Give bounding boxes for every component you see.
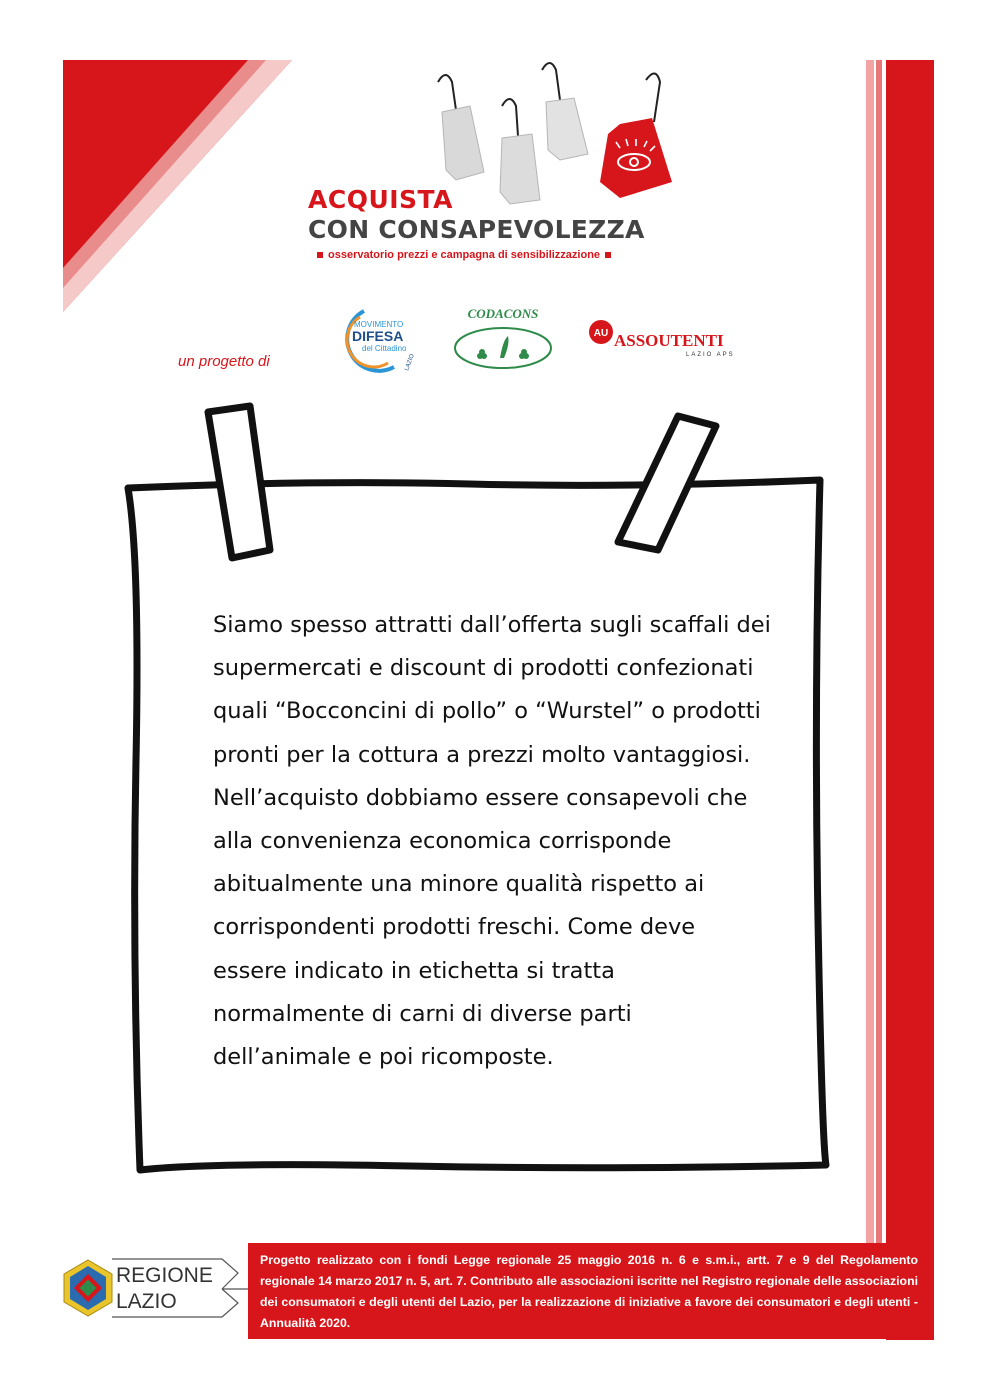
codacons-logo <box>448 306 558 374</box>
right-border-stripe-mid <box>876 60 882 1250</box>
campaign-subtitle <box>312 249 616 261</box>
regione-lazio-emblem-icon <box>60 1258 116 1318</box>
right-border-stripe <box>886 60 934 1340</box>
square-bullet-icon <box>605 252 611 258</box>
price-tags-icon <box>420 62 680 212</box>
regione-name-line2: LAZIO <box>116 1290 177 1313</box>
mdc-line2: DIFESA <box>352 328 404 344</box>
eye-icon <box>600 118 672 198</box>
campaign-title-line1: ACQUISTA <box>308 185 454 214</box>
mdc-region: LAZIO <box>404 353 416 372</box>
clover-icon <box>477 336 529 359</box>
mdc-line1: MOVIMENTO <box>354 320 404 329</box>
assoutenti-name: ASSOUTENTI <box>614 331 724 350</box>
assoutenti-logo <box>588 318 758 358</box>
codacons-name: CODACONS <box>467 306 539 321</box>
assoutenti-badge: AU <box>593 328 609 339</box>
mdc-line3: del Cittadino <box>362 344 407 353</box>
funding-notice-text: Progetto realizzato con i fondi Legge regionale 25 maggio 2016 n. 6 e s.m.i., artt. 7 e 9 del Regolamento regionale 14 marzo 2017 n. 5, art. 7. Contributo alle associazioni iscritte nel Registro regionale delle associazioni dei consumatori e degli utenti del Lazio, per la realizzazione di iniziative a favore dei consumatori e degli utenti - Annualità 2020. <box>260 1253 918 1330</box>
regione-name-line1: REGIONE <box>116 1264 213 1287</box>
campaign-subtitle-text: osservatorio prezzi e campagna di sensibilizzazione <box>328 249 601 261</box>
note-body-text: Siamo spesso attratti dall’offerta sugli scaffali dei supermercati e discount di prodotti confezionati quali “Bocconcini di pollo” o “Wurstel” o prodotti pronti per la cottura a prezzi molto vantaggiosi. Nell’acquisto dobbiamo essere consapevoli che alla convenienza economica corrisponde abitualmente una minore qualità rispetto ai corrispondenti prodotti freschi. Come deve essere indicato in etichetta si tratta normalmente di carni di diverse parti dell’animale e poi ricomposte. <box>213 612 771 1071</box>
right-border-stripe-light <box>866 60 874 1250</box>
project-intro-label: un progetto di <box>178 353 270 370</box>
campaign-title-line2: CON CONSAPEVOLEZZA <box>308 215 645 244</box>
square-bullet-icon <box>317 252 323 258</box>
funding-notice-box <box>248 1243 930 1339</box>
mdc-logo <box>322 305 422 375</box>
assoutenti-sub: LAZIO APS <box>686 352 735 358</box>
